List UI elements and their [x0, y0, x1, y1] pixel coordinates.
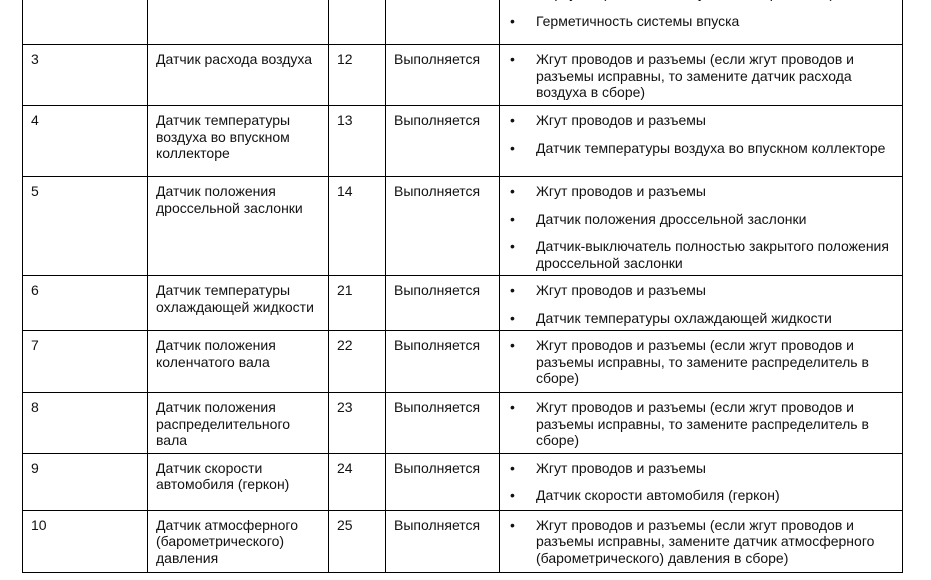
sensor-name-cell: Датчик скорости автомобиля (геркон): [148, 453, 329, 510]
table-row: [23, 510, 903, 572]
bullet-icon: •: [510, 337, 515, 353]
check-list: [508, 0, 896, 29]
check-item-text: Датчик-выключатель полностью закрытого положения дроссельной заслонки: [536, 238, 889, 271]
bullet-icon: [510, 0, 515, 2]
check-list: [508, 517, 896, 567]
check-item-text: Жгут проводов и разъемы (если жгут проводов и разъемы исправны, то замените распределитель в сборе): [536, 399, 869, 448]
check-item: [508, 487, 896, 504]
sensor-name-cell: Датчик положения дроссельной заслонки: [148, 177, 329, 276]
status-cell: Выполняется: [386, 453, 500, 510]
check-item-text: Герметичность системы впуска: [536, 12, 740, 29]
sensor-name-cell: Датчик температуры воздуха во впускном коллекторе: [148, 106, 329, 177]
fault-code-cell: 14: [329, 177, 386, 276]
check-item-text: Жгут проводов и разъемы: [536, 459, 706, 476]
bullet-icon: •: [510, 12, 515, 29]
status-cell: Выполняется: [386, 510, 500, 572]
status-cell: Выполняется: [386, 177, 500, 276]
check-item: [508, 238, 896, 271]
check-list: [508, 399, 896, 449]
check-list-cell: [500, 45, 903, 106]
check-list-cell: [500, 331, 903, 393]
check-item-text: [536, 0, 834, 1]
table-row: [23, 393, 903, 454]
status-cell: Выполняется: [386, 393, 500, 454]
sensor-name-cell: Датчик положения коленчатого вала: [148, 331, 329, 393]
fault-code-cell: 21: [329, 276, 386, 331]
bullet-icon: •: [510, 210, 515, 227]
check-item-text: Датчик температуры охлаждающей жидкости: [536, 309, 832, 326]
table-row: [23, 453, 903, 510]
check-item: [508, 310, 896, 327]
check-list: [508, 183, 896, 271]
table-row: [23, 0, 903, 45]
table-row: [23, 331, 903, 393]
diagnostic-table: [22, 0, 903, 573]
check-item-text: Датчик температуры воздуха во впускном коллекторе: [536, 139, 886, 156]
row-number-cell: 7: [23, 331, 148, 393]
check-item: [508, 337, 896, 387]
row-number-cell: [23, 0, 148, 45]
bullet-icon: •: [510, 139, 515, 156]
check-item-text: Жгут проводов и разъемы: [536, 183, 706, 199]
fault-code-cell: 13: [329, 106, 386, 177]
check-item-text: Датчик положения дроссельной заслонки: [536, 210, 807, 227]
fault-code-cell: 23: [329, 393, 386, 454]
bullet-icon: •: [510, 516, 515, 533]
check-list: [508, 282, 896, 326]
bullet-icon: •: [510, 51, 515, 67]
check-list: [508, 51, 896, 101]
check-item: [508, 282, 896, 299]
fault-code-cell: 12: [329, 45, 386, 106]
sensor-name-cell: Датчик температуры охлаждающей жидкости: [148, 276, 329, 331]
bullet-icon: •: [510, 282, 515, 298]
check-item-text: Жгут проводов и разъемы (если жгут проводов и разъемы исправны, замените датчик атмосферного (барометрического) давления в сборе): [536, 516, 875, 566]
check-item-text: Датчик скорости автомобиля (геркон): [536, 487, 780, 503]
bullet-icon: •: [510, 183, 515, 199]
check-item-text: Жгут проводов и разъемы: [536, 282, 706, 298]
check-item: [508, 140, 896, 157]
check-list-cell: [500, 276, 903, 331]
check-item: [508, 112, 896, 129]
check-item: [508, 13, 896, 30]
sensor-name-cell: [148, 0, 329, 45]
check-list-cell: [500, 393, 903, 454]
check-list-cell: [500, 177, 903, 276]
status-cell: Выполняется: [386, 45, 500, 106]
check-list: [508, 112, 896, 156]
check-item: [508, 183, 896, 200]
row-number-cell: 6: [23, 276, 148, 331]
check-item: [508, 211, 896, 228]
check-item: [508, 51, 896, 101]
bullet-icon: •: [510, 459, 515, 476]
check-item-text: Жгут проводов и разъемы (если жгут проводов и разъемы исправны, то замените датчик расхода воздуха в сборе): [536, 51, 854, 100]
diagnostic-table-body: [23, 0, 903, 572]
bullet-icon: •: [510, 238, 515, 254]
check-list-cell: [500, 0, 903, 45]
table-row: [23, 106, 903, 177]
sensor-name-cell: Датчик атмосферного (барометрического) давления: [148, 510, 329, 572]
check-item: [508, 460, 896, 477]
status-cell: Выполняется: [386, 276, 500, 331]
table-row: [23, 45, 903, 106]
fault-code-cell: 25: [329, 510, 386, 572]
check-list-cell: [500, 106, 903, 177]
check-list: [508, 460, 896, 504]
status-cell: Выполняется: [386, 106, 500, 177]
check-list-cell: [500, 453, 903, 510]
row-number-cell: 4: [23, 106, 148, 177]
fault-code-cell: 22: [329, 331, 386, 393]
check-item: [508, 517, 896, 567]
row-number-cell: 5: [23, 177, 148, 276]
row-number-cell: 3: [23, 45, 148, 106]
status-cell: [386, 0, 500, 45]
check-list: [508, 337, 896, 387]
check-item: [508, 0, 896, 2]
status-cell: Выполняется: [386, 331, 500, 393]
row-number-cell: 10: [23, 510, 148, 572]
row-number-cell: 8: [23, 393, 148, 454]
fault-code-cell: [329, 0, 386, 45]
sensor-name-cell: Датчик расхода воздуха: [148, 45, 329, 106]
table-row: [23, 177, 903, 276]
check-item-text: Жгут проводов и разъемы: [536, 112, 706, 128]
bullet-icon: •: [510, 399, 515, 415]
check-item-text: Жгут проводов и разъемы (если жгут проводов и разъемы исправны, то замените распределитель в сборе): [536, 337, 869, 386]
bullet-icon: •: [510, 487, 515, 503]
row-number-cell: 9: [23, 453, 148, 510]
bullet-icon: •: [510, 112, 515, 128]
check-item: [508, 399, 896, 449]
check-list-cell: [500, 510, 903, 572]
table-row: [23, 276, 903, 331]
fault-code-cell: 24: [329, 453, 386, 510]
bullet-icon: •: [510, 309, 515, 326]
sensor-name-cell: Датчик положения распределительного вала: [148, 393, 329, 454]
